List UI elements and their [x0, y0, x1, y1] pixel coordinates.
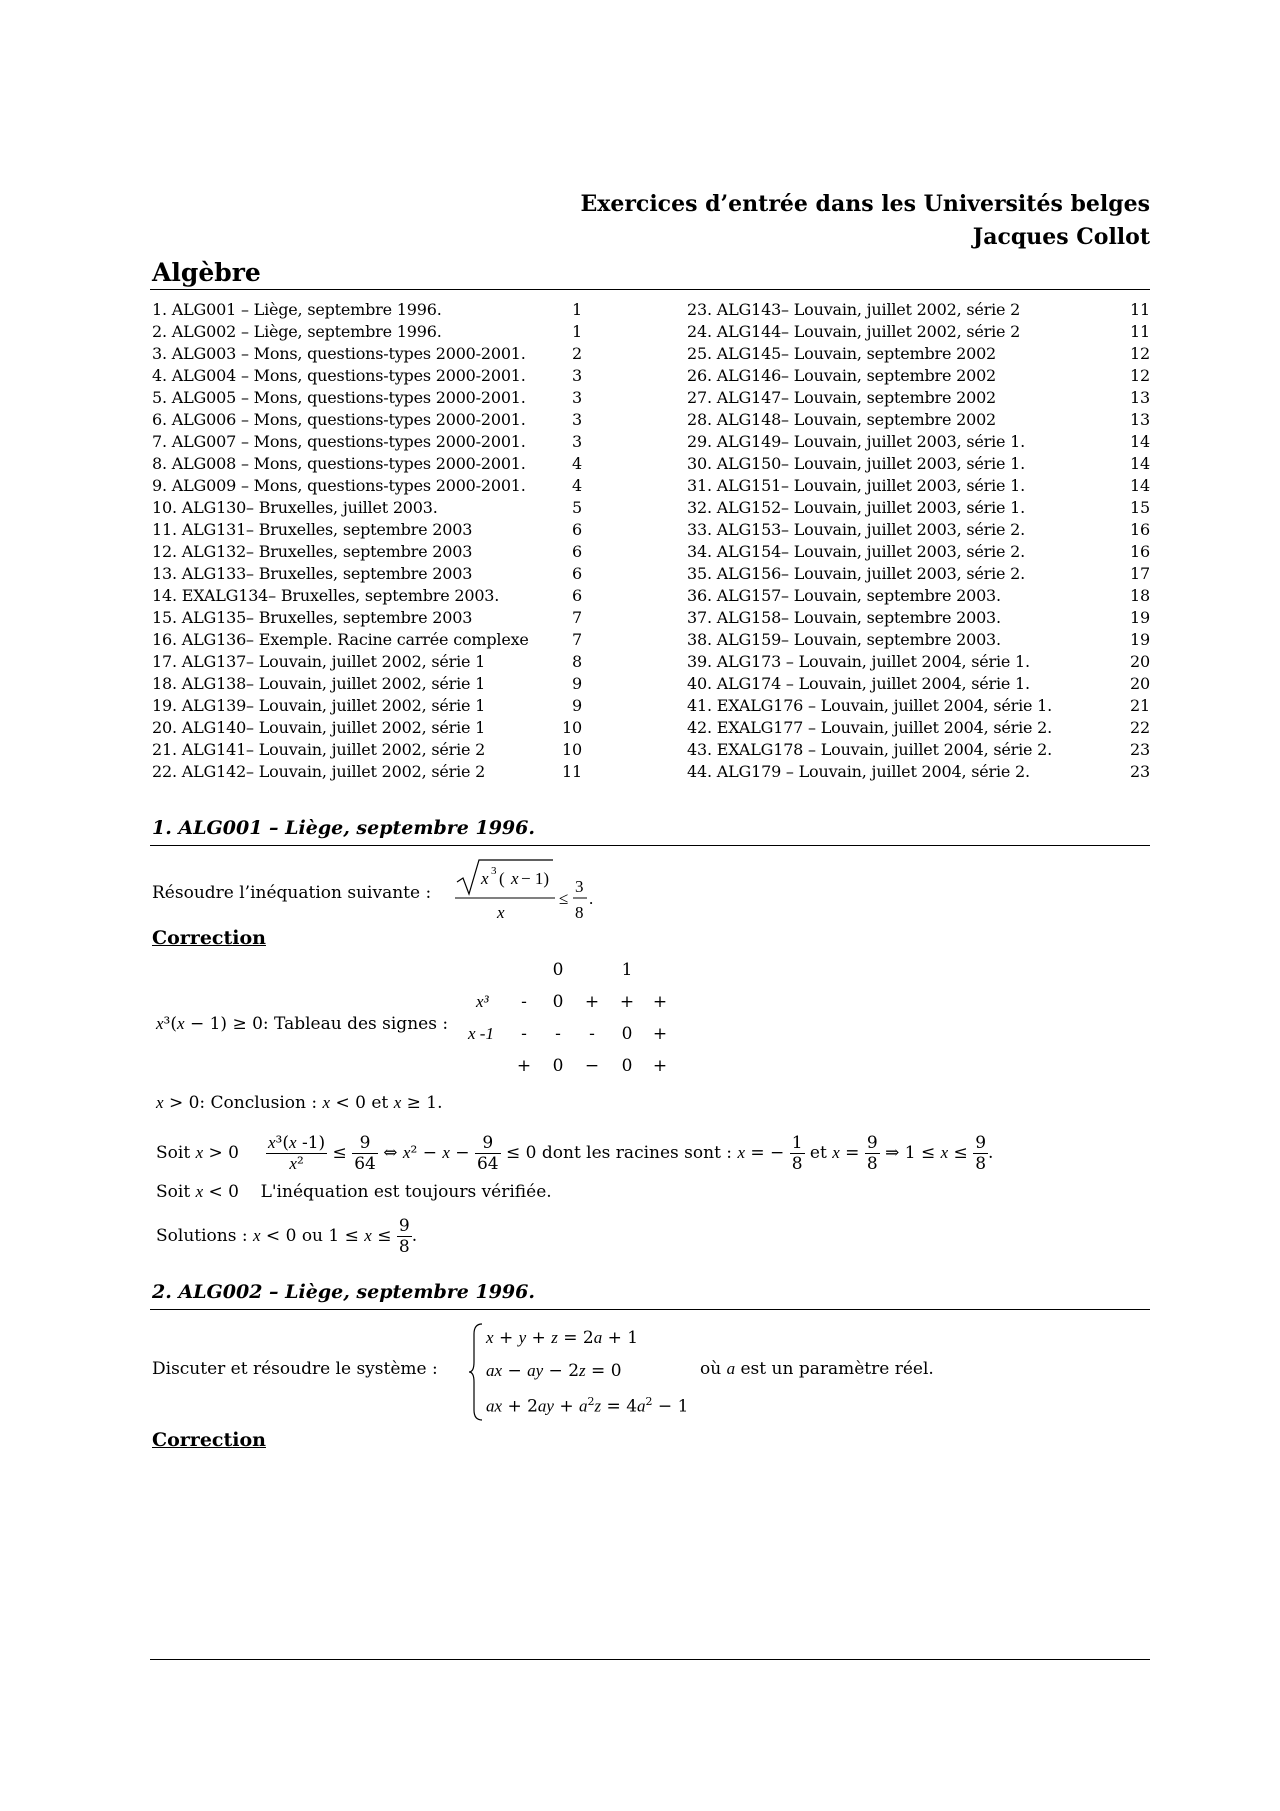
- system-eq-3: ax + $2ay + a^2z = 4a^2 - 1$: [486, 1395, 689, 1417]
- toc-entry-page: 3: [572, 366, 582, 385]
- toc-entry-number: 6.: [152, 410, 167, 429]
- sign-table-cell: +: [652, 1024, 668, 1044]
- toc-entry-label: ALG002 – Liège, septembre 1996.: [171, 322, 442, 341]
- toc-entry[interactable]: [687, 673, 1150, 695]
- toc-entry-label: EXALG177 – Louvain, juillet 2004, série 2.: [716, 718, 1053, 737]
- toc-entry-number: 15.: [152, 608, 177, 627]
- conclusion-line: x > 0: Conclusion : x < 0 et x ≥ 1.: [156, 1093, 443, 1113]
- toc-entry-number: 25.: [687, 344, 712, 363]
- toc-entry[interactable]: [152, 475, 582, 497]
- toc-entry-number: 10.: [152, 498, 177, 517]
- toc-entry-page: 1: [572, 300, 582, 319]
- toc-entry-number: 1.: [152, 300, 167, 319]
- toc-entry-label: ALG157– Louvain, septembre 2003.: [716, 586, 1001, 605]
- toc-entry-number: 20.: [152, 718, 177, 737]
- toc-entry-page: 23: [1130, 740, 1150, 759]
- toc-entry-label: ALG144– Louvain, juillet 2002, série 2: [716, 322, 1021, 341]
- toc-entry[interactable]: [152, 651, 582, 673]
- soit-label-1: Soit: [156, 1143, 191, 1163]
- toc-entry-label: ALG009 – Mons, questions-types 2000-2001.: [171, 476, 526, 495]
- toc-entry-page: 12: [1130, 344, 1150, 363]
- toc-entry-label: ALG138– Louvain, juillet 2002, série 1: [181, 674, 486, 693]
- conclusion-and: et: [371, 1093, 389, 1113]
- sign-table-label: : Tableau des signes :: [262, 1014, 449, 1034]
- toc-entry-label: ALG145– Louvain, septembre 2002: [716, 344, 997, 363]
- toc-entry-number: 33.: [687, 520, 712, 539]
- toc-entry[interactable]: [687, 629, 1150, 651]
- exercise-1-statement: [152, 883, 431, 903]
- sign-table-cell: 0: [621, 1024, 633, 1044]
- sign-table-cell: 0: [552, 992, 564, 1012]
- toc-entry-page: 3: [572, 432, 582, 451]
- toc-entry-page: 8: [572, 652, 582, 671]
- toc-entry-label: ALG152– Louvain, juillet 2003, série 1.: [716, 498, 1026, 517]
- svg-text:x: x: [511, 869, 519, 888]
- soit-label-2: Soit: [156, 1182, 191, 1202]
- toc-entry-number: 23.: [687, 300, 712, 319]
- toc-entry-number: 19.: [152, 696, 177, 715]
- toc-entry-page: 22: [1130, 718, 1150, 737]
- toc-entry-page: 13: [1130, 388, 1150, 407]
- footer-rule: [150, 1659, 1150, 1660]
- exercise-1-title[interactable]: 1. ALG001 – Liège, septembre 1996.: [152, 817, 535, 839]
- toc-entry[interactable]: [687, 739, 1150, 761]
- sign-table-cell: +: [652, 992, 668, 1012]
- toc-entry-page: 6: [572, 542, 582, 561]
- toc-entry-label: ALG148– Louvain, septembre 2002: [716, 410, 997, 429]
- toc-entry-page: 11: [562, 762, 582, 781]
- toc-entry-number: 8.: [152, 454, 167, 473]
- roots-text: dont les racines sont :: [541, 1143, 733, 1163]
- toc-entry[interactable]: [687, 585, 1150, 607]
- svg-text:3: 3: [575, 877, 584, 896]
- toc-entry[interactable]: [687, 475, 1150, 497]
- system-eq-1: x + y + z = 2a + 1: [486, 1328, 639, 1348]
- toc-entry-label: ALG147– Louvain, septembre 2002: [716, 388, 997, 407]
- toc-entry-label: ALG008 – Mons, questions-types 2000-2001.: [171, 454, 526, 473]
- toc-entry-page: 7: [572, 630, 582, 649]
- toc-entry-label: ALG154– Louvain, juillet 2003, série 2.: [716, 542, 1026, 561]
- toc-entry[interactable]: [687, 607, 1150, 629]
- toc-entry-page: 21: [1130, 696, 1150, 715]
- toc-entry-label: ALG143– Louvain, juillet 2002, série 2: [716, 300, 1021, 319]
- param-note-text: est un paramètre réel.: [740, 1359, 934, 1379]
- toc-entry-page: 23: [1130, 762, 1150, 781]
- toc-entry-label: ALG153– Louvain, juillet 2003, série 2.: [716, 520, 1026, 539]
- toc-entry-page: 4: [572, 454, 582, 473]
- toc-entry[interactable]: [152, 541, 582, 563]
- toc-left-column: [152, 299, 582, 783]
- toc-entry[interactable]: [687, 321, 1150, 343]
- svg-text:≤: ≤: [559, 889, 569, 908]
- toc-entry-label: ALG137– Louvain, juillet 2002, série 1: [181, 652, 486, 671]
- document-page: [150, 0, 1150, 1811]
- toc-entry-label: ALG158– Louvain, septembre 2003.: [716, 608, 1001, 627]
- system-brace: [468, 1322, 484, 1422]
- toc-entry-number: 3.: [152, 344, 167, 363]
- toc-entry-number: 42.: [687, 718, 712, 737]
- toc-entry[interactable]: [687, 563, 1150, 585]
- sign-table-cell: -: [521, 1024, 527, 1044]
- toc-entry[interactable]: [152, 387, 582, 409]
- toc-entry-number: 12.: [152, 542, 177, 561]
- document-header-author: Jacques Collot: [972, 224, 1150, 250]
- toc-entry-label: ALG173 – Louvain, juillet 2004, série 1.: [716, 652, 1030, 671]
- toc-entry[interactable]: [152, 695, 582, 717]
- toc-entry[interactable]: [687, 365, 1150, 387]
- toc-entry[interactable]: [152, 453, 582, 475]
- toc-entry-label: ALG133– Bruxelles, septembre 2003: [181, 564, 473, 583]
- toc-entry[interactable]: [152, 739, 582, 761]
- exercise-1-correction-heading: Correction: [152, 927, 266, 949]
- sign-table-cell: -: [589, 1024, 595, 1044]
- toc-entry[interactable]: [687, 431, 1150, 453]
- svg-text:x: x: [497, 903, 505, 922]
- toc-entry-page: 16: [1130, 542, 1150, 561]
- toc-entry-label: EXALG176 – Louvain, juillet 2004, série 1.: [716, 696, 1053, 715]
- toc-entry-page: 1: [572, 322, 582, 341]
- toc-entry-number: 27.: [687, 388, 712, 407]
- statement-text: Résoudre l’inéquation suivante :: [152, 883, 432, 903]
- toc-entry[interactable]: [152, 673, 582, 695]
- toc-entry-number: 31.: [687, 476, 712, 495]
- solutions-line: Solutions : x < 0 ou 1 ≤ x ≤ $\frac{9}{8}$ .: [156, 1216, 418, 1257]
- svg-text:8: 8: [575, 903, 584, 922]
- toc-entry-label: ALG159– Louvain, septembre 2003.: [716, 630, 1001, 649]
- toc-entry-page: 14: [1130, 454, 1150, 473]
- toc-entry[interactable]: [152, 761, 582, 783]
- toc-entry[interactable]: [152, 343, 582, 365]
- system-param-note: où a est un paramètre réel.: [700, 1359, 934, 1379]
- toc-entry-number: 7.: [152, 432, 167, 451]
- toc-entry-page: 19: [1130, 630, 1150, 649]
- toc-entry-number: 16.: [152, 630, 177, 649]
- toc-entry-page: 6: [572, 520, 582, 539]
- toc-entry-number: 9.: [152, 476, 167, 495]
- toc-entry-page: 9: [572, 674, 582, 693]
- toc-entry-number: 5.: [152, 388, 167, 407]
- toc-entry[interactable]: [687, 299, 1150, 321]
- toc-entry-number: 11.: [152, 520, 177, 539]
- system-eq-2: ax − ay − 2z = 0: [486, 1361, 622, 1381]
- sign-table-cell: +: [652, 1056, 668, 1076]
- sign-table-header-0: 0: [552, 960, 564, 980]
- conclusion-label: : Conclusion :: [199, 1093, 318, 1113]
- toc-entry[interactable]: [687, 497, 1150, 519]
- toc-entry-label: ALG136– Exemple. Racine carrée complexe: [181, 630, 529, 649]
- exercise-2-statement: Discuter et résoudre le système :: [152, 1359, 438, 1379]
- toc-entry-number: 36.: [687, 586, 712, 605]
- exercise-1-inequality: [455, 858, 595, 922]
- toc-entry[interactable]: [152, 299, 582, 321]
- toc-entry-number: 18.: [152, 674, 177, 693]
- toc-entry[interactable]: [152, 629, 582, 651]
- toc-entry-label: EXALG134– Bruxelles, septembre 2003.: [181, 586, 500, 605]
- toc-entry-number: 34.: [687, 542, 712, 561]
- sign-table-cell: -: [555, 1024, 561, 1044]
- sign-table-cell: -: [521, 992, 527, 1012]
- toc-entry[interactable]: [687, 453, 1150, 475]
- toc-entry-page: 2: [572, 344, 582, 363]
- sign-table-cell: 0: [552, 1056, 564, 1076]
- toc-entry-number: 14.: [152, 586, 177, 605]
- toc-entry[interactable]: [152, 409, 582, 431]
- toc-entry-label: ALG135– Bruxelles, septembre 2003: [181, 608, 473, 627]
- toc-entry-page: 17: [1130, 564, 1150, 583]
- toc-entry[interactable]: [152, 585, 582, 607]
- toc-entry-number: 41.: [687, 696, 712, 715]
- toc-entry-page: 11: [1130, 300, 1150, 319]
- toc-entry-number: 43.: [687, 740, 712, 759]
- toc-entry-page: 18: [1130, 586, 1150, 605]
- svg-text:x: x: [481, 869, 489, 888]
- exercise-2-correction-heading: Correction: [152, 1429, 266, 1451]
- toc-entry-label: ALG006 – Mons, questions-types 2000-2001.: [171, 410, 526, 429]
- toc-entry-label: ALG007 – Mons, questions-types 2000-2001.: [171, 432, 526, 451]
- toc-entry-page: 10: [562, 718, 582, 737]
- toc-entry[interactable]: [152, 717, 582, 739]
- toc-entry-label: ALG004 – Mons, questions-types 2000-2001.: [171, 366, 526, 385]
- toc-entry-number: 17.: [152, 652, 177, 671]
- toc-entry[interactable]: [152, 365, 582, 387]
- toc-entry[interactable]: [152, 321, 582, 343]
- toc-entry-number: 39.: [687, 652, 712, 671]
- toc-entry-label: ALG174 – Louvain, juillet 2004, série 1.: [716, 674, 1030, 693]
- toc-entry-number: 4.: [152, 366, 167, 385]
- toc-entry-page: 14: [1130, 432, 1150, 451]
- toc-entry-page: 3: [572, 410, 582, 429]
- section-rule: [150, 289, 1150, 290]
- document-header-title: Exercices d’entrée dans les Universités belges: [580, 191, 1150, 217]
- svg-text:.: .: [589, 889, 594, 908]
- toc-entry-page: 16: [1130, 520, 1150, 539]
- toc-entry-number: 2.: [152, 322, 167, 341]
- toc-entry-page: 10: [562, 740, 582, 759]
- exercise-2-rule: [150, 1309, 1150, 1310]
- toc-entry-label: ALG179 – Louvain, juillet 2004, série 2.: [716, 762, 1030, 781]
- toc-entry-page: 4: [572, 476, 582, 495]
- toc-entry-page: 20: [1130, 652, 1150, 671]
- toc-entry-number: 38.: [687, 630, 712, 649]
- toc-entry-number: 30.: [687, 454, 712, 473]
- toc-entry-number: 29.: [687, 432, 712, 451]
- toc-entry-page: 9: [572, 696, 582, 715]
- toc-entry-label: ALG005 – Mons, questions-types 2000-2001.: [171, 388, 526, 407]
- toc-entry-number: 37.: [687, 608, 712, 627]
- case-negative-line: Soit x < 0 L'inéquation est toujours vérifiée.: [156, 1182, 552, 1202]
- toc-entry[interactable]: [152, 431, 582, 453]
- sign-table-cell: −: [584, 1056, 600, 1076]
- toc-entry-number: 24.: [687, 322, 712, 341]
- toc-entry-page: 15: [1130, 498, 1150, 517]
- toc-entry-label: ALG131– Bruxelles, septembre 2003: [181, 520, 473, 539]
- sign-table-header-1: 1: [621, 960, 633, 980]
- toc-entry-number: 32.: [687, 498, 712, 517]
- toc-entry-number: 35.: [687, 564, 712, 583]
- sign-table-cell: 0: [621, 1056, 633, 1076]
- always-true-text: L'inéquation est toujours vérifiée.: [260, 1182, 552, 1202]
- toc-entry[interactable]: [687, 409, 1150, 431]
- toc-entry[interactable]: [687, 541, 1150, 563]
- toc-entry[interactable]: [152, 607, 582, 629]
- toc-entry-page: 20: [1130, 674, 1150, 693]
- toc-entry-label: ALG141– Louvain, juillet 2002, série 2: [181, 740, 486, 759]
- svg-text:(: (: [499, 869, 505, 888]
- toc-entry[interactable]: [687, 717, 1150, 739]
- sign-table-cell: +: [619, 992, 635, 1012]
- toc-entry-page: 6: [572, 586, 582, 605]
- toc-entry-page: 12: [1130, 366, 1150, 385]
- toc-right-column: [687, 299, 1150, 783]
- toc-entry[interactable]: [687, 651, 1150, 673]
- solutions-label: Solutions :: [156, 1226, 248, 1246]
- toc-entry-number: 21.: [152, 740, 177, 759]
- toc-entry-number: 26.: [687, 366, 712, 385]
- toc-entry-page: 13: [1130, 410, 1150, 429]
- toc-entry[interactable]: [152, 519, 582, 541]
- toc-entry-label: ALG142– Louvain, juillet 2002, série 2: [181, 762, 486, 781]
- toc-entry-label: ALG003 – Mons, questions-types 2000-2001.: [171, 344, 526, 363]
- case-positive-line: Soit x > 0 $\frac{\text{x³(x -1)}}{\text{x²}}$ ≤ $\frac{9}{64}$ ⇔ x² − x − $\frac{9}{64}$ ≤ 0 dont les racines sont : x = − $\frac{1}{8}$ et x = $\frac{9}{8}$ ⇒ 1 ≤ x ≤ $\frac{9}{8}$ .: [156, 1133, 994, 1174]
- toc-entry-number: 44.: [687, 762, 712, 781]
- toc-entry-label: ALG130– Bruxelles, juillet 2003.: [181, 498, 438, 517]
- toc-entry-page: 11: [1130, 322, 1150, 341]
- toc-entry-label: ALG151– Louvain, juillet 2003, série 1.: [716, 476, 1026, 495]
- sign-table-intro: x³(x − 1) ≥ 0: Tableau des signes :: [156, 1014, 449, 1034]
- toc-entry-number: 40.: [687, 674, 712, 693]
- section-title: Algèbre: [152, 258, 261, 287]
- toc-entry-page: 14: [1130, 476, 1150, 495]
- toc-entry-label: ALG139– Louvain, juillet 2002, série 1: [181, 696, 486, 715]
- toc-entry-page: 6: [572, 564, 582, 583]
- toc-entry[interactable]: [687, 695, 1150, 717]
- toc-entry-page: 7: [572, 608, 582, 627]
- svg-text:3: 3: [491, 865, 497, 877]
- toc-entry-page: 3: [572, 388, 582, 407]
- sign-table-cell: +: [584, 992, 600, 1012]
- toc-entry-number: 13.: [152, 564, 177, 583]
- roots-and: et: [809, 1143, 827, 1163]
- toc-entry-page: 5: [572, 498, 582, 517]
- toc-entry[interactable]: [687, 343, 1150, 365]
- sign-table-cell: +: [516, 1056, 532, 1076]
- toc-entry[interactable]: [687, 761, 1150, 783]
- toc-entry-label: ALG156– Louvain, juillet 2003, série 2.: [716, 564, 1026, 583]
- toc-entry-number: 28.: [687, 410, 712, 429]
- toc-entry-page: 19: [1130, 608, 1150, 627]
- sign-row1-label: x³: [476, 992, 489, 1011]
- toc-entry-label: ALG001 – Liège, septembre 1996.: [171, 300, 442, 319]
- toc-entry-label: ALG140– Louvain, juillet 2002, série 1: [181, 718, 486, 737]
- toc-entry-label: ALG150– Louvain, juillet 2003, série 1.: [716, 454, 1026, 473]
- toc-entry-number: 22.: [152, 762, 177, 781]
- toc-entry[interactable]: [152, 497, 582, 519]
- toc-entry-label: ALG146– Louvain, septembre 2002: [716, 366, 997, 385]
- exercise-2-title[interactable]: 2. ALG002 – Liège, septembre 1996.: [152, 1281, 535, 1303]
- toc-entry[interactable]: [687, 387, 1150, 409]
- toc-entry-label: EXALG178 – Louvain, juillet 2004, série 2.: [716, 740, 1053, 759]
- sign-row2-label: x -1: [468, 1024, 494, 1043]
- toc-entry-label: ALG149– Louvain, juillet 2003, série 1.: [716, 432, 1026, 451]
- param-where: où: [700, 1359, 722, 1379]
- toc-entry[interactable]: [687, 519, 1150, 541]
- toc-entry-label: ALG132– Bruxelles, septembre 2003: [181, 542, 473, 561]
- svg-text:− 1): − 1): [521, 869, 549, 888]
- solutions-or: ou: [301, 1226, 323, 1246]
- exercise-1-rule: [150, 845, 1150, 846]
- toc-entry[interactable]: [152, 563, 582, 585]
